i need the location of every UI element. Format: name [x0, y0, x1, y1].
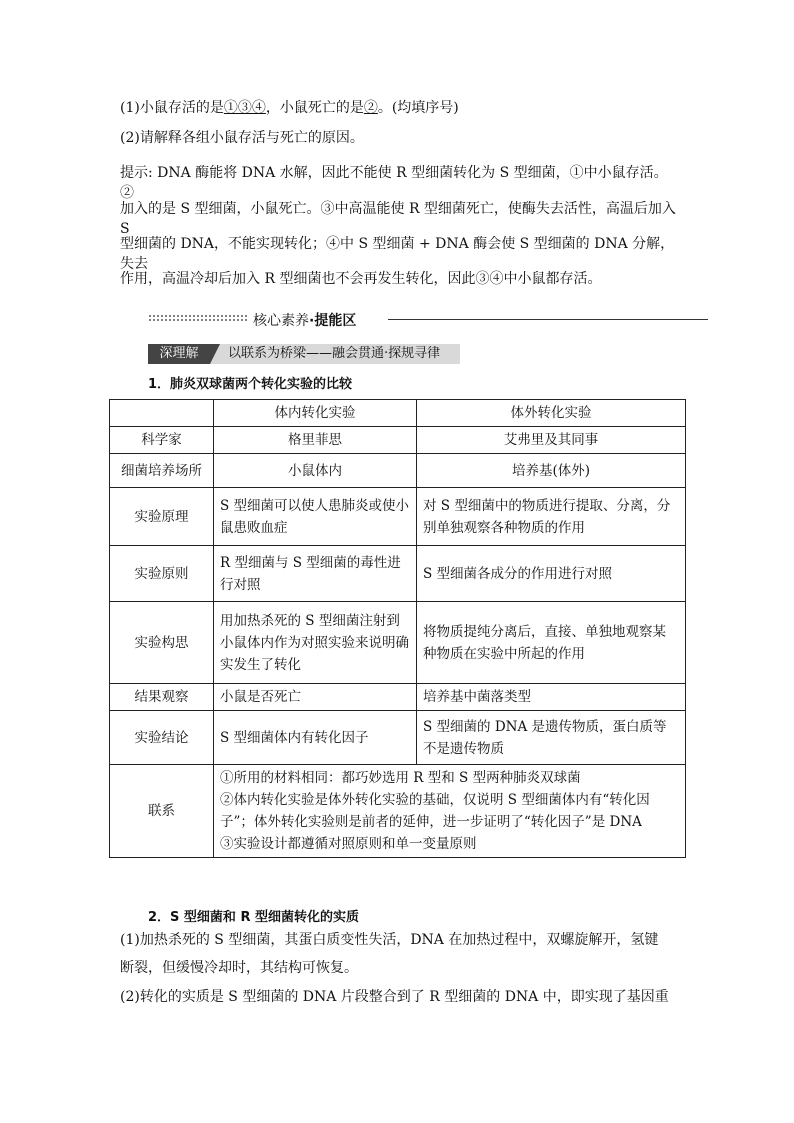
table-row: 实验构思 用加热杀死的 S 型细菌注射到小鼠体内作为对照实验来说明确实发生了转化 将物质提纯分离后，直接、单独地观察某种物质在实验中所起的作用 — [110, 602, 686, 684]
tip-line-4: 作用，高温冷却后加入 R 型细菌也不会再发生转化，因此③④中小鼠都存活。 — [120, 271, 602, 287]
link-item: ②体内转化实验是体外转化实验的基础，仅说明 S 型细菌体内有“转化因子”；体外转化实验则是前者的延伸，进一步证明了“转化因子”是 DNA — [220, 792, 650, 830]
table-row: 科学家 格里菲思 艾弗里及其同事 — [110, 427, 686, 454]
tip-line-3: 型细菌的 DNA，不能实现转化；④中 S 型细菌 + DNA 酶会使 S 型细菌的 DNA 分解，失去 — [120, 236, 675, 272]
section-title-2: 2．S 型细菌和 R 型细菌转化的实质 — [148, 910, 359, 925]
table-row-link: 联系 ①所用的材料相同：都巧妙选用 R 型和 S 型两种肺炎双球菌 ②体内转化实验是体外转化实验的基础，仅说明 S 型细菌体内有“转化因子”；体外转化实验则是前者的延伸，进一步证明了“转化因子”是 DNA ③实验设计都遵循对照原则和单一变量原则 — [110, 765, 686, 858]
table-header: 体内转化实验 体外转化实验 — [110, 400, 686, 427]
paragraph-2: (2)转化的实质是 S 型细菌的 DNA 片段整合到了 R 型细菌的 DNA 中，即实现了基因重 — [120, 989, 669, 1005]
deep-understanding-tag: 深理解 以联系为桥梁——融会贯通·探规寻律 — [148, 344, 460, 364]
table-row: 结果观察 小鼠是否死亡 培养基中菌落类型 — [110, 684, 686, 711]
answer-alive: ①③④ — [223, 100, 266, 116]
section-banner: 核心素养·提能区 — [148, 308, 708, 330]
section-title-1: 1．肺炎双球菌两个转化实验的比较 — [148, 377, 353, 392]
banner-rule — [388, 319, 708, 320]
dotted-pattern — [148, 314, 248, 323]
tip-line-1: 提示: DNA 酶能将 DNA 水解，因此不能使 R 型细菌转化为 S 型细菌，①中小鼠存活。② — [120, 165, 668, 201]
answer-dead: ② — [363, 100, 378, 116]
tip-line-2: 加入的是 S 型细菌，小鼠死亡。③中高温能使 R 型细菌死亡，使酶失去活性，高温后加入 S — [120, 201, 676, 237]
table-row: 实验原理 S 型细菌可以使人患肺炎或使小鼠患败血症 对 S 型细菌中的物质进行提取、分离，分别单独观察各种物质的作用 — [110, 488, 686, 546]
link-item: ③实验设计都遵循对照原则和单一变量原则 — [220, 836, 477, 852]
paragraph-1-line-1: (1)加热杀死的 S 型细菌，其蛋白质变性失活，DNA 在加热过程中，双螺旋解开，氢键 — [120, 932, 659, 948]
table-row: 实验原则 R 型细菌与 S 型细菌的毒性进行对照 S 型细菌各成分的作用进行对照 — [110, 546, 686, 602]
question-2: (2)请解释各组小鼠存活与死亡的原因。 — [120, 130, 364, 146]
comparison-table — [109, 399, 686, 858]
paragraph-1-line-2: 断裂，但缓慢冷却时，其结构可恢复。 — [120, 960, 358, 976]
table-row: 细菌培养场所 小鼠体内 培养基(体外) — [110, 454, 686, 488]
table-row: 实验结论 S 型细菌体内有转化因子 S 型细菌的 DNA 是遗传物质，蛋白质等不是遗传物质 — [110, 711, 686, 765]
link-item: ①所用的材料相同：都巧妙选用 R 型和 S 型两种肺炎双球菌 — [220, 770, 581, 786]
question-1: (1)小鼠存活的是①③④，小鼠死亡的是②。(均填序号) — [120, 100, 459, 116]
